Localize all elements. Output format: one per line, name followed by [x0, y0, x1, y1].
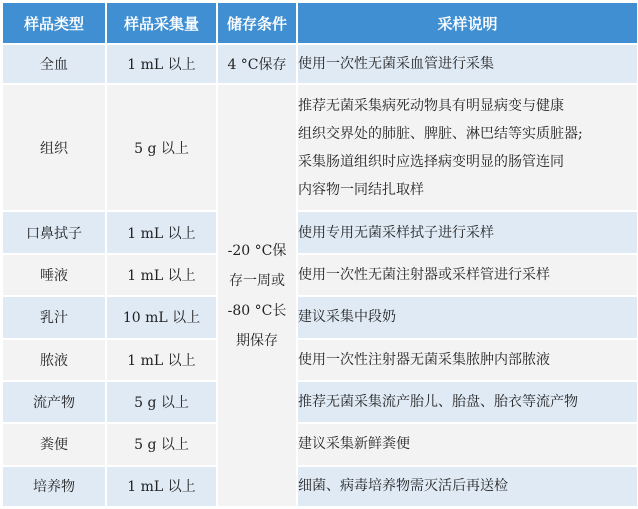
table-row — [2, 84, 638, 211]
header-sample-type: 样品类型 — [2, 2, 106, 44]
notes-line: 内容物一同结扎取样 — [298, 181, 424, 198]
header-sample-amount: 样品采集量 — [106, 2, 217, 44]
sampling-notes-cell — [297, 381, 638, 423]
notes-line: 推荐无菌采集流产胎儿、胎盘、胎衣等流产物 — [298, 394, 578, 411]
sample-collection-table — [1, 1, 638, 508]
header-storage-condition: 储存条件 — [217, 2, 297, 44]
sample-amount-cell: 10 mL 以上 — [106, 296, 217, 338]
table-row — [2, 296, 638, 338]
sampling-notes-cell — [297, 84, 638, 211]
table-row — [2, 466, 638, 507]
sampling-notes-cell — [297, 296, 638, 338]
sample-type-cell: 脓液 — [2, 339, 106, 381]
storage-condition-merged-cell — [217, 84, 297, 507]
notes-line: 建议采集新鲜粪便 — [298, 436, 410, 453]
sample-type-cell: 流产物 — [2, 381, 106, 423]
sample-amount-cell: 1 mL 以上 — [106, 466, 217, 507]
sample-amount-cell: 5 g 以上 — [106, 423, 217, 465]
storage-line: 存一周或 — [229, 272, 285, 289]
storage-line: -20 °C保 — [227, 242, 287, 259]
notes-line: 使用一次性无菌采血管进行采集 — [298, 56, 494, 73]
notes-line: 使用一次性无菌注射器或采样管进行采样 — [298, 266, 550, 283]
storage-line: 期保存 — [236, 332, 278, 349]
sample-type-cell: 培养物 — [2, 466, 106, 507]
notes-line: 组织交界处的肺脏、脾脏、淋巴结等实质脏器; — [298, 125, 583, 142]
sample-amount-cell: 5 g 以上 — [106, 381, 217, 423]
sampling-notes-cell — [297, 339, 638, 381]
sample-type-cell: 乳汁 — [2, 296, 106, 338]
sampling-notes-cell — [297, 254, 638, 296]
table-row — [2, 339, 638, 381]
sampling-notes-cell — [297, 211, 638, 253]
table-row — [2, 254, 638, 296]
sample-amount-cell: 5 g 以上 — [106, 84, 217, 211]
table-row — [2, 381, 638, 423]
sample-amount-cell: 1 mL 以上 — [106, 339, 217, 381]
table-row — [2, 44, 638, 84]
notes-line: 使用一次性注射器无菌采集脓肿内部脓液 — [298, 351, 550, 368]
notes-line: 使用专用无菌采样拭子进行采样 — [298, 224, 494, 241]
sampling-notes-cell — [297, 44, 638, 84]
notes-line: 推荐无菌采集病死动物具有明显病变与健康 — [298, 97, 564, 114]
header-sampling-notes: 采样说明 — [297, 2, 638, 44]
sample-type-cell: 组织 — [2, 84, 106, 211]
sample-amount-cell: 1 mL 以上 — [106, 254, 217, 296]
sample-amount-cell: 1 mL 以上 — [106, 211, 217, 253]
sampling-notes-cell — [297, 466, 638, 507]
sample-type-cell: 粪便 — [2, 423, 106, 465]
header-row — [2, 2, 638, 44]
table-row — [2, 211, 638, 253]
notes-line: 采集肠道组织时应选择病变明显的肠管连同 — [298, 153, 564, 170]
storage-condition-cell: 4 °C保存 — [217, 44, 297, 84]
notes-line: 细菌、病毒培养物需灭活后再送检 — [298, 478, 508, 495]
sample-amount-cell: 1 mL 以上 — [106, 44, 217, 84]
notes-line: 建议采集中段奶 — [298, 309, 396, 326]
sample-type-cell: 全血 — [2, 44, 106, 84]
sampling-notes-cell — [297, 423, 638, 465]
storage-line: -80 °C长 — [227, 302, 287, 319]
table-row — [2, 423, 638, 465]
sample-type-cell: 口鼻拭子 — [2, 211, 106, 253]
sample-type-cell: 唾液 — [2, 254, 106, 296]
